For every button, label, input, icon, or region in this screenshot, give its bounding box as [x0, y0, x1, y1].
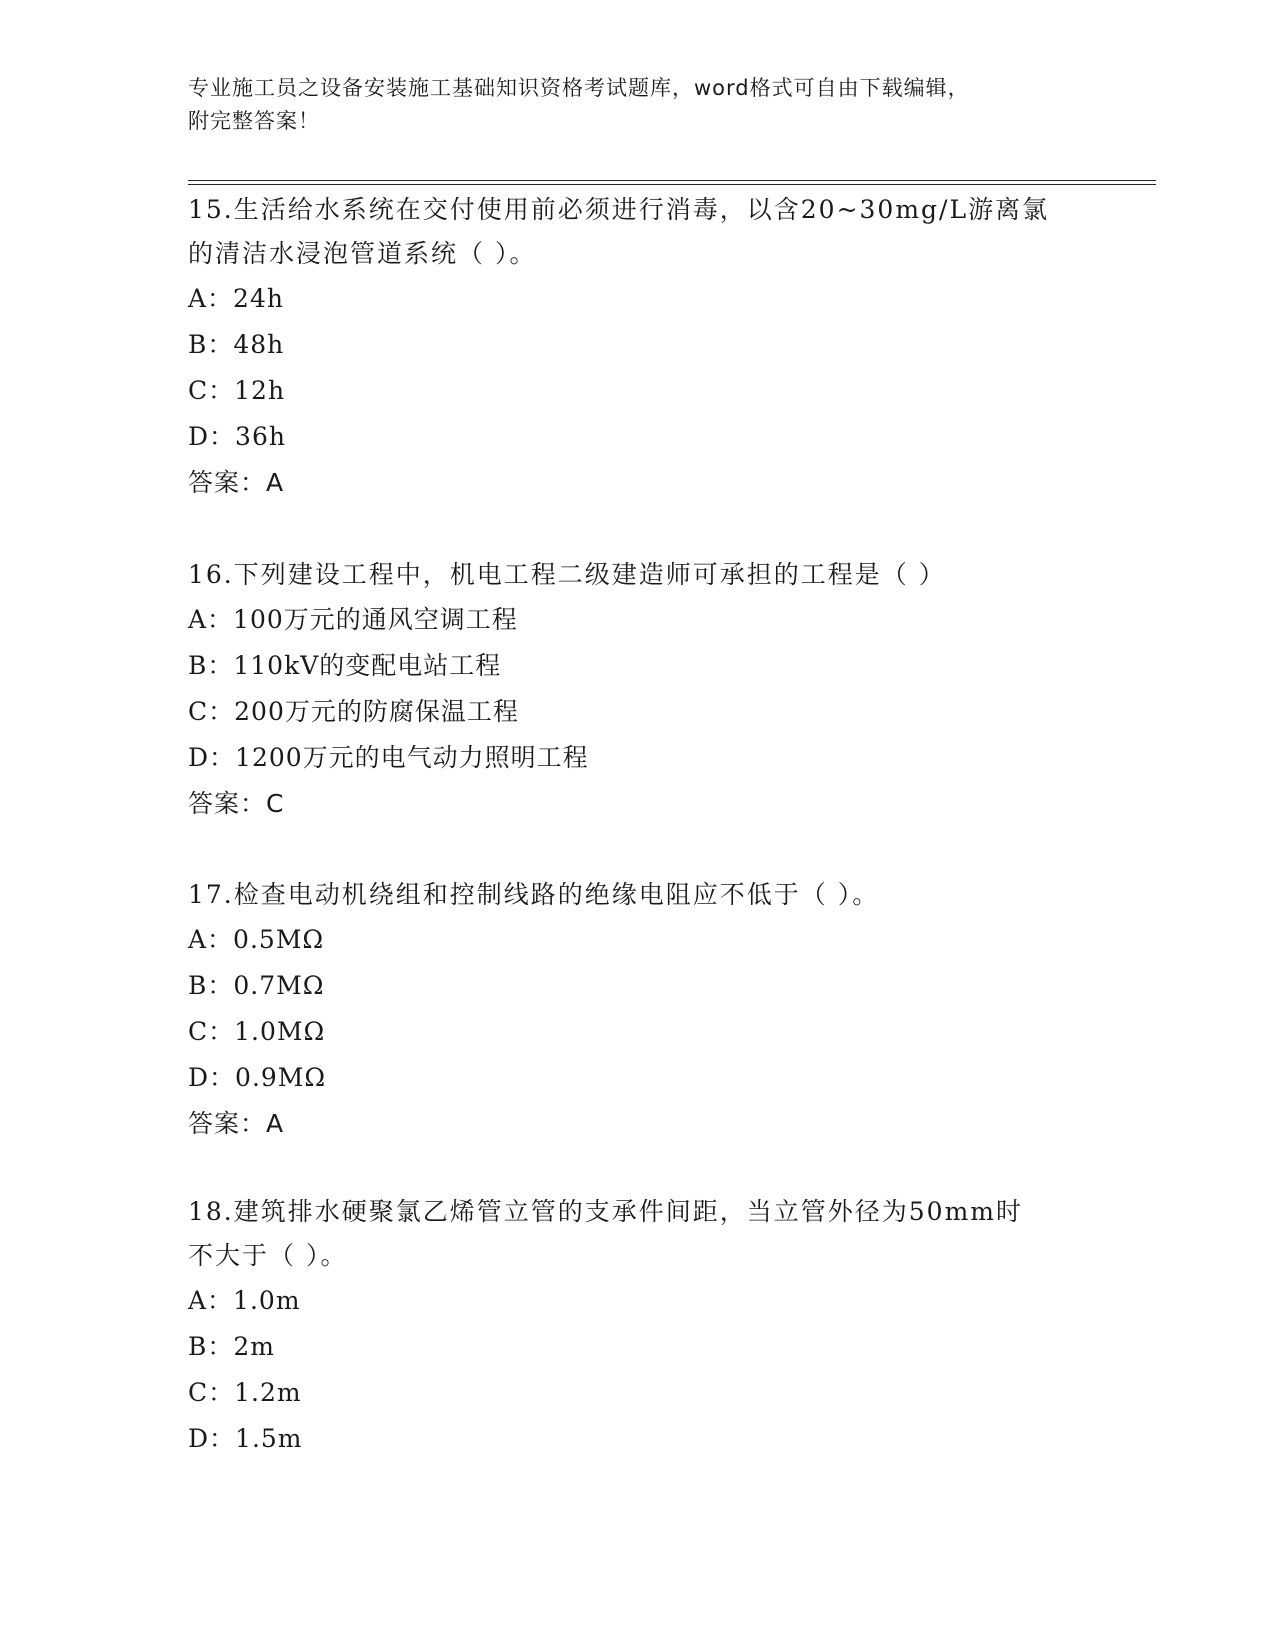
- option-b: B：2m: [188, 1332, 275, 1361]
- option-b: B：0.7MΩ: [188, 971, 325, 1000]
- question-16: [188, 553, 1088, 827]
- option-a: A：24h: [188, 284, 284, 313]
- option-b: B：110kV的变配电站工程: [188, 651, 502, 680]
- question-stem-line-2: 不大于（ ）。: [188, 1241, 348, 1270]
- option-c: C：12h: [188, 376, 286, 405]
- question-stem-line-2: 的清洁水浸泡管道系统（ ）。: [188, 239, 537, 268]
- option-b: B：48h: [188, 330, 285, 359]
- document-header: [188, 72, 1088, 138]
- option-c: C：1.2m: [188, 1378, 302, 1407]
- header-divider-bottom: [188, 184, 1156, 185]
- header-line-1: 专业施工员之设备安装施工基础知识资格考试题库，word格式可自由下载编辑，: [188, 76, 970, 100]
- option-d: D：1.5m: [188, 1424, 303, 1453]
- question-18: [188, 1190, 1088, 1462]
- option-d: D：36h: [188, 422, 286, 451]
- option-c: C：1.0MΩ: [188, 1017, 326, 1046]
- question-stem-line-1: 16.下列建设工程中，机电工程二级建造师可承担的工程是（ ）: [188, 560, 946, 589]
- question-17: [188, 873, 1088, 1147]
- header-line-2: 附完整答案！: [188, 109, 320, 133]
- option-d: D：1200万元的电气动力照明工程: [188, 743, 589, 772]
- answer: 答案：C: [188, 789, 285, 818]
- question-stem-line-1: 18.建筑排水硬聚氯乙烯管立管的支承件间距，当立管外径为50mm时: [188, 1197, 1023, 1226]
- option-a: A：1.0m: [188, 1286, 301, 1315]
- option-a: A：0.5MΩ: [188, 925, 325, 954]
- option-a: A：100万元的通风空调工程: [188, 605, 518, 634]
- option-d: D：0.9MΩ: [188, 1063, 327, 1092]
- question-15: [188, 188, 1088, 506]
- header-divider-top: [188, 180, 1156, 181]
- answer: 答案：A: [188, 468, 285, 497]
- question-stem-line-1: 15.生活给水系统在交付使用前必须进行消毒，以含20~30mg/L游离氯: [188, 195, 1050, 224]
- option-c: C：200万元的防腐保温工程: [188, 697, 519, 726]
- answer: 答案：A: [188, 1109, 285, 1138]
- question-stem-line-1: 17.检查电动机绕组和控制线路的绝缘电阻应不低于（ ）。: [188, 880, 880, 909]
